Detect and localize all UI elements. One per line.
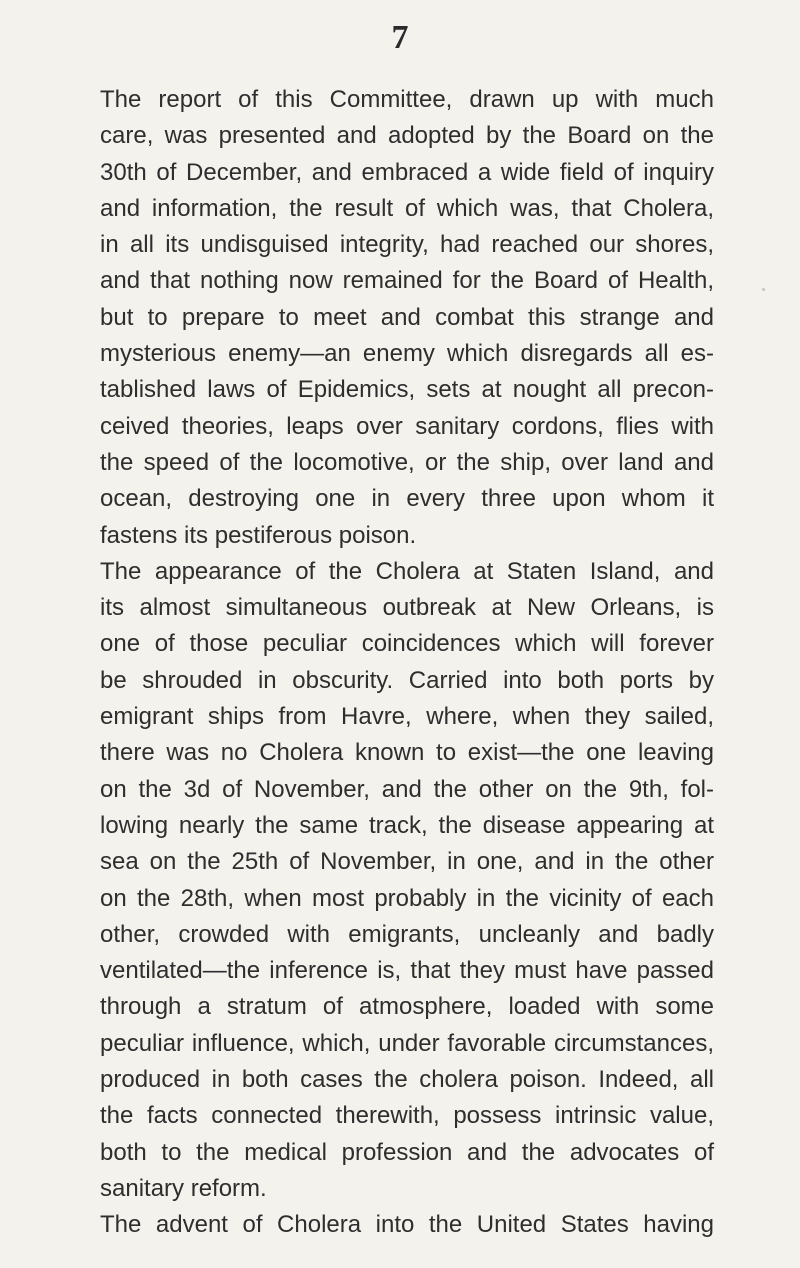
margin-speck <box>762 288 765 291</box>
text-line: and that nothing now remained for the Board of Health, <box>100 267 714 295</box>
text-line: the facts connected therewith, possess intrinsic value, <box>100 1102 714 1130</box>
text-line: fastens its pestiferous poison. <box>100 521 417 549</box>
text-line: ocean, destroying one in every three upon whom it <box>100 485 714 513</box>
text-line: mysterious enemy—an enemy which disregards all es- <box>100 340 714 368</box>
body-text <box>100 82 714 1244</box>
text-line: its almost simultaneous outbreak at New Orleans, is <box>100 594 714 622</box>
text-line: emigrant ships from Havre, where, when they sailed, <box>100 703 714 731</box>
text-line: but to prepare to meet and combat this strange and <box>100 303 714 331</box>
text-line: other, crowded with emigrants, uncleanly and badly <box>100 920 714 948</box>
text-line: The advent of Cholera into the United States having <box>100 1211 714 1239</box>
text-line: care, was presented and adopted by the Board on the <box>100 122 714 150</box>
text-line: produced in both cases the cholera poison. Indeed, all <box>100 1066 714 1094</box>
text-line: ventilated—the inference is, that they must have passed <box>100 957 714 985</box>
text-line: The appearance of the Cholera at Staten Island, and <box>100 557 714 585</box>
text-line: ceived theories, leaps over sanitary cordons, flies with <box>100 412 714 440</box>
text-line: through a stratum of atmosphere, loaded with some <box>100 993 714 1021</box>
text-line: tablished laws of Epidemics, sets at nought all precon- <box>100 376 714 404</box>
text-line: one of those peculiar coincidences which will forever <box>100 630 714 658</box>
text-line: in all its undisguised integrity, had reached our shores, <box>100 231 714 259</box>
text-line: lowing nearly the same track, the disease appearing at <box>100 811 714 839</box>
text-line: on the 3d of November, and the other on the 9th, fol- <box>100 775 714 803</box>
text-line: The report of this Committee, drawn up with much <box>100 86 714 113</box>
text-line: sanitary reform. <box>100 1174 267 1202</box>
text-line: sea on the 25th of November, in one, and in the other <box>100 848 714 876</box>
text-line: peculiar influence, which, under favorable circumstances, <box>100 1029 714 1057</box>
text-line: both to the medical profession and the advocates of <box>100 1138 714 1166</box>
text-line: there was no Cholera known to exist—the one leaving <box>100 739 714 767</box>
text-line: 30th of December, and embraced a wide field of inquiry <box>100 158 714 186</box>
text-line: the speed of the locomotive, or the ship, over land and <box>100 448 714 476</box>
text-line: and information, the result of which was, that Cholera, <box>100 194 714 222</box>
page-number: 7 <box>391 19 409 56</box>
text-line: on the 28th, when most probably in the vicinity of each <box>100 884 714 912</box>
text-line: be shrouded in obscurity. Carried into both ports by <box>100 666 714 694</box>
